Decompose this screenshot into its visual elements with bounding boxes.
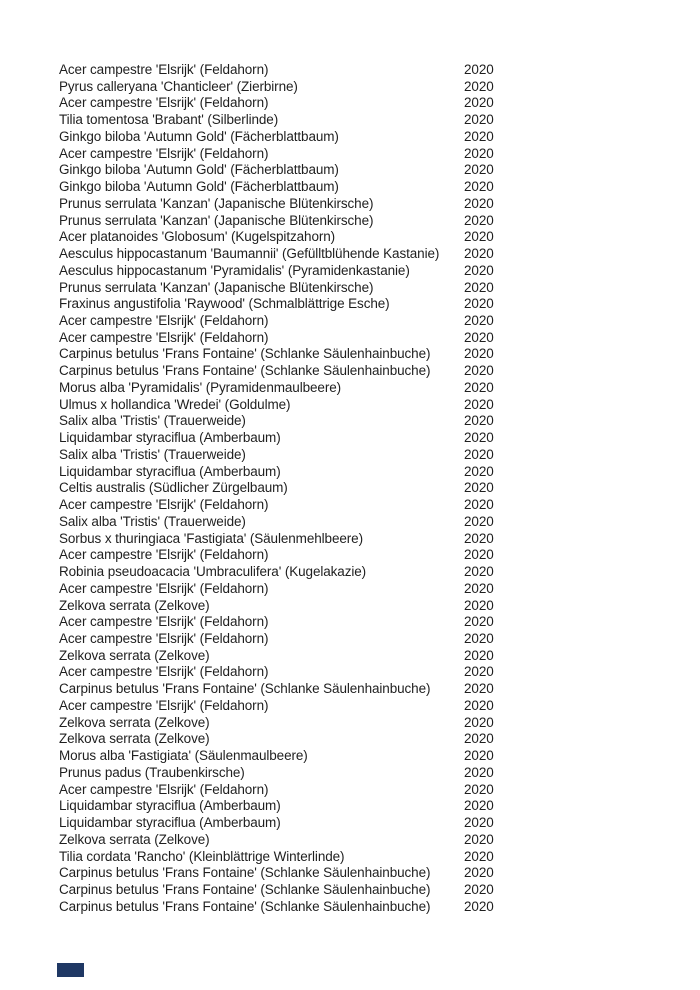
tree-name: Ulmus x hollandica 'Wredei' (Goldulme) (59, 396, 291, 412)
tree-list-row (59, 330, 494, 347)
planting-year: 2020 (464, 614, 494, 630)
tree-name: Carpinus betulus 'Frans Fontaine' (Schlanke Säulenhainbuche) (59, 865, 431, 881)
planting-year: 2020 (464, 396, 494, 412)
planting-year: 2020 (464, 848, 494, 864)
planting-year: 2020 (464, 145, 494, 161)
planting-year: 2020 (464, 212, 494, 228)
tree-name: Ginkgo biloba 'Autumn Gold' (Fächerblattbaum) (59, 179, 339, 195)
tree-name: Acer campestre 'Elsrijk' (Feldahorn) (59, 664, 269, 680)
tree-name: Carpinus betulus 'Frans Fontaine' (Schlanke Säulenhainbuche) (59, 346, 431, 362)
planting-year: 2020 (464, 664, 494, 680)
tree-name: Acer campestre 'Elsrijk' (Feldahorn) (59, 781, 269, 797)
planting-year: 2020 (464, 128, 494, 144)
planting-year: 2020 (464, 681, 494, 697)
tree-list-row (59, 731, 494, 748)
tree-list-row (59, 648, 494, 665)
tree-list-row (59, 363, 494, 380)
planting-year: 2020 (464, 513, 494, 529)
planting-year: 2020 (464, 430, 494, 446)
tree-name: Morus alba 'Fastigiata' (Säulenmaulbeere) (59, 748, 308, 764)
tree-name: Aesculus hippocastanum 'Baumannii' (Gefülltblühende Kastanie) (59, 246, 440, 262)
tree-list-row (59, 480, 494, 497)
tree-list-row (59, 882, 494, 899)
tree-name: Salix alba 'Tristis' (Trauerweide) (59, 413, 246, 429)
planting-year: 2020 (464, 497, 494, 513)
tree-list-row (59, 664, 494, 681)
planting-year: 2020 (464, 781, 494, 797)
tree-list-row (59, 129, 494, 146)
planting-year: 2020 (464, 898, 494, 914)
tree-list-row (59, 296, 494, 313)
planting-year: 2020 (464, 530, 494, 546)
planting-year: 2020 (464, 731, 494, 747)
tree-list-row (59, 681, 494, 698)
planting-year: 2020 (464, 78, 494, 94)
tree-list-row (59, 447, 494, 464)
planting-year: 2020 (464, 564, 494, 580)
tree-name: Morus alba 'Pyramidalis' (Pyramidenmaulbeere) (59, 379, 342, 395)
tree-name: Fraxinus angustifolia 'Raywood' (Schmalblättrige Esche) (59, 296, 390, 312)
tree-name: Pyrus calleryana 'Chanticleer' (Zierbirne) (59, 78, 298, 94)
planting-year: 2020 (464, 697, 494, 713)
planting-year: 2020 (464, 112, 494, 128)
tree-name: Ginkgo biloba 'Autumn Gold' (Fächerblattbaum) (59, 128, 339, 144)
tree-list-row (59, 413, 494, 430)
tree-list-row (59, 229, 494, 246)
tree-name: Ginkgo biloba 'Autumn Gold' (Fächerblattbaum) (59, 162, 339, 178)
tree-list-row (59, 280, 494, 297)
planting-year: 2020 (464, 764, 494, 780)
tree-list-row (59, 832, 494, 849)
planting-year: 2020 (464, 714, 494, 730)
tree-name: Prunus padus (Traubenkirsche) (59, 764, 245, 780)
planting-year: 2020 (464, 480, 494, 496)
tree-name: Zelkova serrata (Zelkove) (59, 831, 210, 847)
planting-year: 2020 (464, 162, 494, 178)
planting-year: 2020 (464, 413, 494, 429)
tree-name: Acer campestre 'Elsrijk' (Feldahorn) (59, 329, 269, 345)
tree-list-row (59, 146, 494, 163)
planting-year: 2020 (464, 446, 494, 462)
planting-year: 2020 (464, 62, 494, 77)
tree-list-row (59, 531, 494, 548)
tree-list-row (59, 782, 494, 799)
tree-list-row (59, 564, 494, 581)
tree-name: Acer campestre 'Elsrijk' (Feldahorn) (59, 313, 269, 329)
tree-name: Tilia tomentosa 'Brabant' (Silberlinde) (59, 112, 279, 128)
tree-list-row (59, 497, 494, 514)
planting-year: 2020 (464, 831, 494, 847)
tree-list-row (59, 162, 494, 179)
planting-year: 2020 (464, 815, 494, 831)
tree-name: Acer campestre 'Elsrijk' (Feldahorn) (59, 62, 269, 77)
tree-name: Acer campestre 'Elsrijk' (Feldahorn) (59, 614, 269, 630)
tree-list-row (59, 865, 494, 882)
tree-name: Acer campestre 'Elsrijk' (Feldahorn) (59, 497, 269, 513)
tree-list-row (59, 313, 494, 330)
tree-list-row (59, 698, 494, 715)
tree-list-row (59, 581, 494, 598)
tree-name: Zelkova serrata (Zelkove) (59, 597, 210, 613)
tree-name: Prunus serrulata 'Kanzan' (Japanische Blütenkirsche) (59, 195, 374, 211)
planting-year: 2020 (464, 647, 494, 663)
planting-year: 2020 (464, 597, 494, 613)
tree-list-row (59, 397, 494, 414)
planting-year: 2020 (464, 630, 494, 646)
tree-name: Prunus serrulata 'Kanzan' (Japanische Blütenkirsche) (59, 212, 374, 228)
planting-year: 2020 (464, 798, 494, 814)
tree-list-row (59, 798, 494, 815)
tree-name: Carpinus betulus 'Frans Fontaine' (Schlanke Säulenhainbuche) (59, 881, 431, 897)
tree-name: Celtis australis (Südlicher Zürgelbaum) (59, 480, 288, 496)
planting-year: 2020 (464, 881, 494, 897)
tree-list-row (59, 430, 494, 447)
tree-list-row (59, 614, 494, 631)
tree-name: Zelkova serrata (Zelkove) (59, 731, 210, 747)
tree-name: Carpinus betulus 'Frans Fontaine' (Schlanke Säulenhainbuche) (59, 898, 431, 914)
planting-year: 2020 (464, 748, 494, 764)
tree-name: Carpinus betulus 'Frans Fontaine' (Schlanke Säulenhainbuche) (59, 363, 431, 379)
tree-name: Liquidambar styraciflua (Amberbaum) (59, 463, 281, 479)
planting-year: 2020 (464, 463, 494, 479)
tree-name: Acer campestre 'Elsrijk' (Feldahorn) (59, 697, 269, 713)
tree-list-row (59, 514, 494, 531)
planting-year: 2020 (464, 363, 494, 379)
planting-year: 2020 (464, 547, 494, 563)
page-marker (57, 963, 84, 977)
tree-name: Tilia cordata 'Rancho' (Kleinblättrige Winterlinde) (59, 848, 345, 864)
planting-year: 2020 (464, 179, 494, 195)
planting-year: 2020 (464, 229, 494, 245)
planting-year: 2020 (464, 329, 494, 345)
tree-name: Liquidambar styraciflua (Amberbaum) (59, 430, 281, 446)
tree-list-row (59, 79, 494, 96)
tree-list-row (59, 464, 494, 481)
tree-list-row (59, 547, 494, 564)
planting-year: 2020 (464, 296, 494, 312)
planting-year: 2020 (464, 279, 494, 295)
tree-list-row (59, 380, 494, 397)
tree-name: Acer campestre 'Elsrijk' (Feldahorn) (59, 145, 269, 161)
tree-list-row (59, 631, 494, 648)
tree-name: Acer platanoides 'Globosum' (Kugelspitzahorn) (59, 229, 336, 245)
tree-list-row (59, 213, 494, 230)
tree-name: Acer campestre 'Elsrijk' (Feldahorn) (59, 95, 269, 111)
tree-list-row (59, 715, 494, 732)
tree-name: Liquidambar styraciflua (Amberbaum) (59, 815, 281, 831)
tree-name: Sorbus x thuringiaca 'Fastigiata' (Säulenmehlbeere) (59, 530, 363, 546)
tree-list-row (59, 598, 494, 615)
planting-year: 2020 (464, 346, 494, 362)
tree-name: Liquidambar styraciflua (Amberbaum) (59, 798, 281, 814)
tree-list-row (59, 765, 494, 782)
tree-name: Zelkova serrata (Zelkove) (59, 647, 210, 663)
planting-year: 2020 (464, 379, 494, 395)
planting-year: 2020 (464, 246, 494, 262)
tree-list-row (59, 112, 494, 129)
tree-list-row (59, 62, 494, 79)
planting-year: 2020 (464, 195, 494, 211)
tree-name: Acer campestre 'Elsrijk' (Feldahorn) (59, 630, 269, 646)
tree-list-row (59, 95, 494, 112)
planting-year: 2020 (464, 95, 494, 111)
tree-name: Acer campestre 'Elsrijk' (Feldahorn) (59, 547, 269, 563)
tree-list-row (59, 179, 494, 196)
tree-list-row (59, 899, 494, 916)
planting-year: 2020 (464, 262, 494, 278)
tree-list-row (59, 748, 494, 765)
tree-list-row (59, 815, 494, 832)
tree-list-row (59, 196, 494, 213)
tree-list (59, 62, 494, 915)
tree-list-row (59, 263, 494, 280)
tree-name: Salix alba 'Tristis' (Trauerweide) (59, 446, 246, 462)
tree-list-row (59, 246, 494, 263)
planting-year: 2020 (464, 865, 494, 881)
tree-name: Salix alba 'Tristis' (Trauerweide) (59, 513, 246, 529)
tree-name: Aesculus hippocastanum 'Pyramidalis' (Pyramidenkastanie) (59, 262, 410, 278)
tree-name: Prunus serrulata 'Kanzan' (Japanische Blütenkirsche) (59, 279, 374, 295)
planting-year: 2020 (464, 580, 494, 596)
tree-name: Carpinus betulus 'Frans Fontaine' (Schlanke Säulenhainbuche) (59, 681, 431, 697)
tree-list-row (59, 849, 494, 866)
tree-name: Robinia pseudoacacia 'Umbraculifera' (Kugelakazie) (59, 564, 367, 580)
planting-year: 2020 (464, 313, 494, 329)
tree-list-row (59, 346, 494, 363)
tree-name: Zelkova serrata (Zelkove) (59, 714, 210, 730)
tree-name: Acer campestre 'Elsrijk' (Feldahorn) (59, 580, 269, 596)
